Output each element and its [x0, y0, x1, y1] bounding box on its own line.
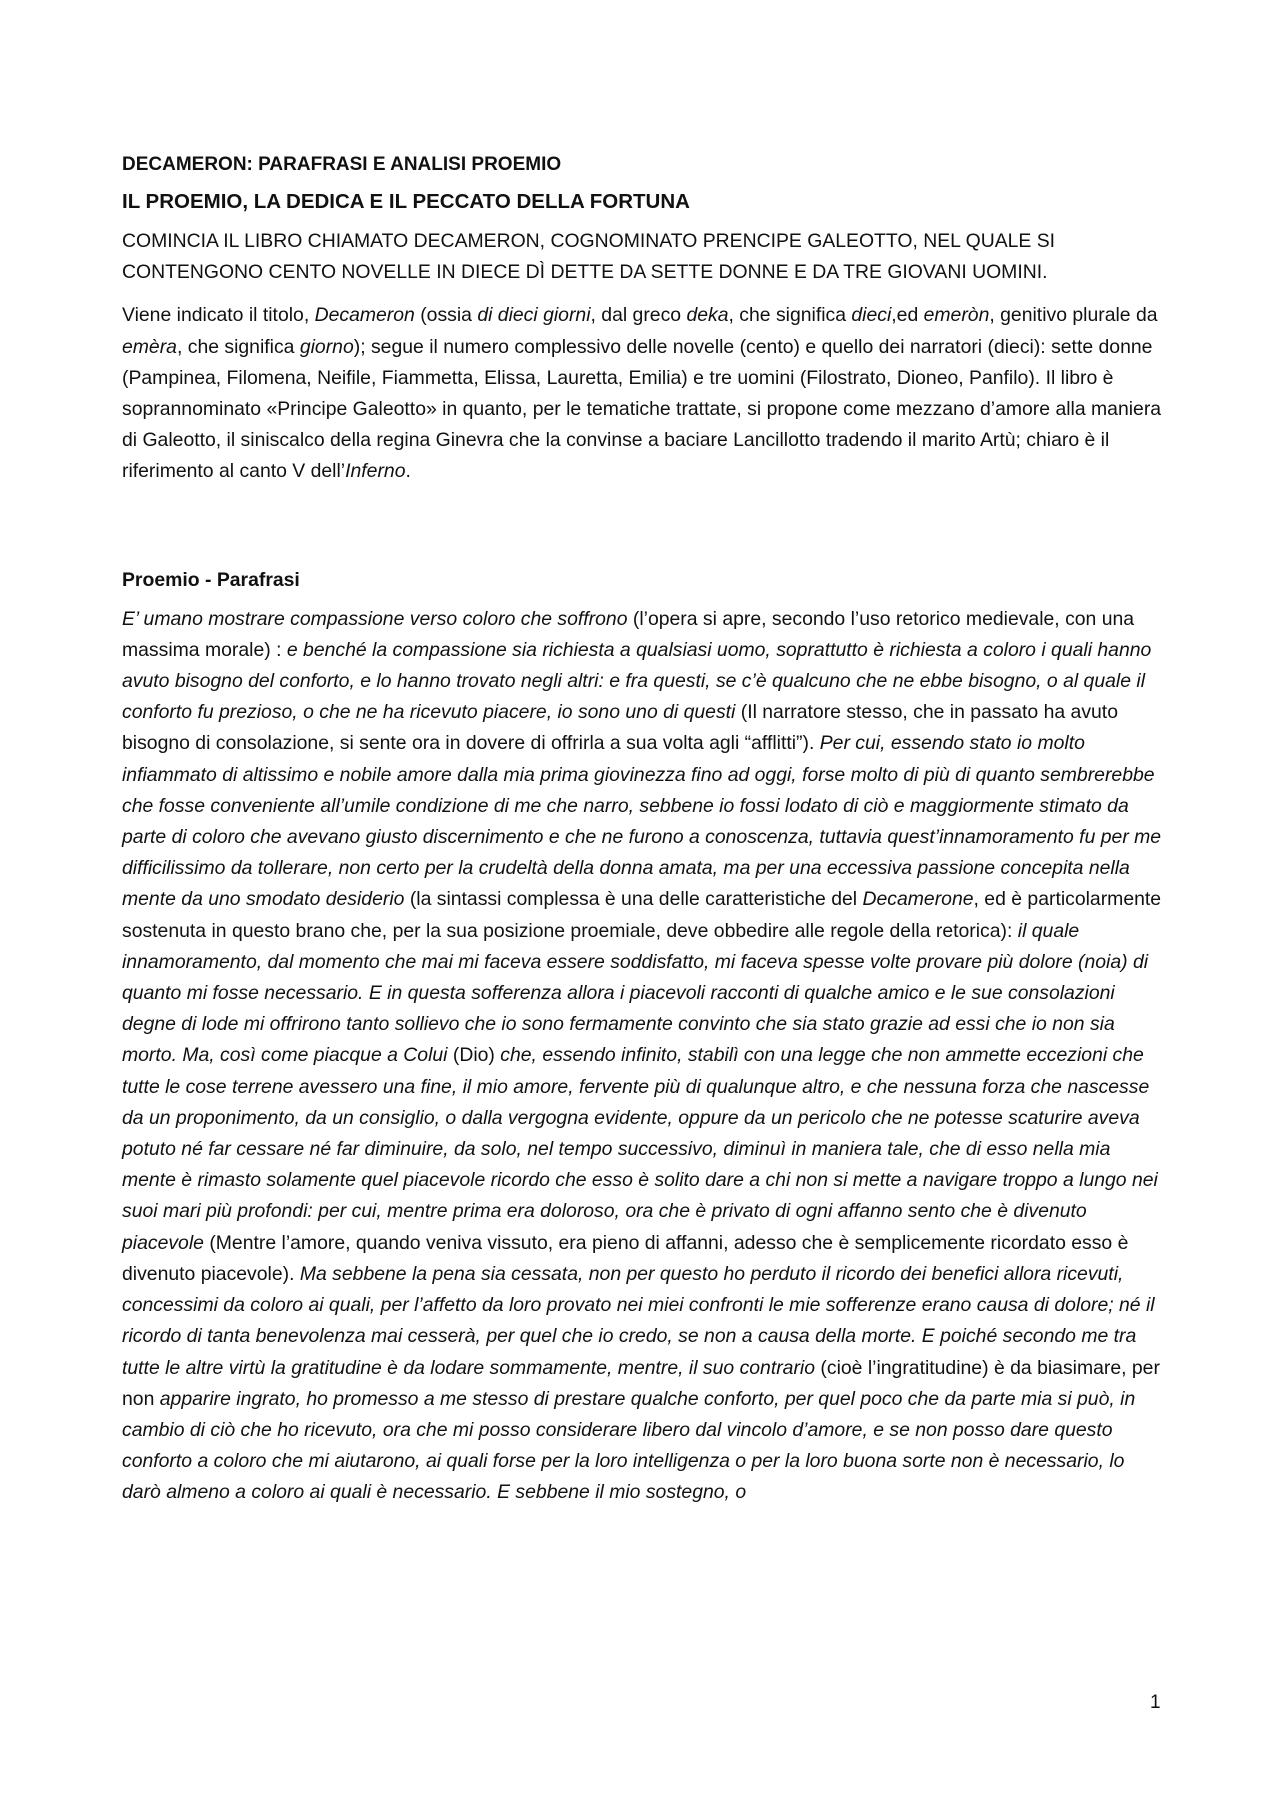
document-subtitle: IL PROEMIO, LA DEDICA E IL PECCATO DELLA FORTUNA: [122, 190, 690, 213]
intro-run: ,ed: [891, 304, 924, 327]
parafrasi-run: Ma sebbene la pena sia cessata, non per questo ho perduto il ricordo dei benefici allora ricevuti, concessimi da coloro ai quali, per l’affetto da loro provato nei miei confronti le mie sofferenze erano causa di dolore; né il ricordo di tanta benevolenza mai cesserà, per quel che io credo, se non a causa della morte. E poiché secondo me tra tutte le altre virtù la gratitudine è da lodare sommamente, mentre, il suo contrario: [122, 1262, 1155, 1379]
intro-run: di dieci giorni: [477, 304, 591, 327]
document-title: DECAMERON: PARAFRASI E ANALISI PROEMIO: [122, 154, 562, 175]
intro-run: (ossia: [414, 304, 478, 327]
intro-paragraph: [122, 300, 1162, 487]
section-heading: Proemio - Parafrasi: [122, 568, 300, 591]
parafrasi-run: Per cui, essendo stato io molto infiammato di altissimo e nobile amore dalla mia prima giovinezza fino ad oggi, forse molto di più di quanto sembrerebbe che fosse conveniente all’umile condizione di me che narro, sebbene io fossi lodato di ciò e maggiormente stimato da parte di coloro che avevano giusto discernimento e che ne furono a conoscenza, tuttavia quest’innamoramento fu per me difficilissimo da tollerare, non certo per la crudeltà della donna amata, ma per una eccessiva passione concepita nella mente da uno smodato desiderio: [122, 732, 1162, 911]
parafrasi-run: (Dio): [447, 1044, 501, 1067]
parafrasi-run: (cioè l’ingratitudine) è da biasimare, per non: [122, 1356, 1160, 1410]
parafrasi-run: , ed è particolarmente sostenuta in questo brano che, per la sua posizione proemiale, deve obbedire alle regole della retorica):: [122, 888, 1162, 942]
parafrasi-run: e benché la compassione sia richiesta a qualsiasi uomo, soprattutto è richiesta a coloro i quali hanno avuto bisogno del conforto, e lo hanno trovato negli altri: e fra questi, se c’è qualcuno che ne ebbe bisogno, o al quale il conforto fu prezioso, o che ne ha ricevuto piacere, io sono uno di questi: [122, 638, 1152, 724]
parafrasi-run: il quale innamoramento, dal momento che mai mi faceva essere soddisfatto, mi faceva spesse volte provare più dolore (noia) di quanto mi fosse necessario. E in questa sofferenza allora i piacevoli racconti di qualche amico e le sue consolazioni degne di lode mi offrirono tanto sollievo che io sono fermamente convinto che sia stato grazie ad essi che io non sia morto. Ma, così come piacque a Colui: [122, 919, 1149, 1067]
incipit-paragraph: COMINCIA IL LIBRO CHIAMATO DECAMERON, COGNOMINATO PRENCIPE GALEOTTO, NEL QUALE SI CONTENGONO CENTO NOVELLE IN DIECE DÌ DETTE DA SETTE DONNE E DA TRE GIOVANI UOMINI.: [122, 230, 1056, 284]
parafrasi-run: apparire ingrato, ho promesso a me stesso di prestare qualche conforto, per quel poco che da parte mia si può, in cambio di ciò che ho ricevuto, ora che mi posso considerare libero dal vincolo d’amore, e se non posso dare questo conforto a coloro che mi aiutarono, ai quali forse per la loro intelligenza o per la loro buona sorte non è necessario, lo darò almeno a coloro ai quali è necessario. E sebbene il mio sostegno, o: [122, 1387, 1136, 1504]
intro-run: emeròn: [923, 304, 990, 327]
intro-run: Inferno: [345, 460, 406, 483]
document-page: [122, 152, 1162, 1521]
intro-run: , genitivo plurale da: [989, 304, 1158, 327]
parafrasi-run: che, essendo infinito, stabilì con una legge che non ammette eccezioni che tutte le cose terrene avessero una fine, il mio amore, fervente più di qualunque altro, e che nessuna forza che nascesse da un proponimento, da un consiglio, o dalla vergogna evidente, oppure da un pericolo che ne potesse scaturire aveva potuto né far cessare né far diminuire, da solo, nel tempo successivo, diminuì in maniera tale, che di esso nella mia mente è rimasto solamente quel piacevole ricordo che esso è solito dare a chi non si mette a navigare troppo a lungo nei suoi mari più profondi: per cui, mentre prima era doloroso, ora che è privato di ogni affanno sento che è divenuto piacevole: [122, 1044, 1158, 1254]
parafrasi-run: (l’opera si apre, secondo l’uso retorico medievale, con una massima morale) :: [122, 607, 1135, 661]
intro-run: .: [405, 460, 411, 483]
parafrasi-run: (Il narratore stesso, che in passato ha avuto bisogno di consolazione, si sente ora in dovere di offrirla a sua volta agli “afflitti”).: [122, 701, 1118, 755]
parafrasi-run: Decamerone: [862, 888, 974, 911]
intro-run: dieci: [851, 304, 892, 327]
intro-run: Viene indicato il titolo,: [122, 304, 315, 327]
intro-run: emèra: [122, 335, 177, 358]
intro-run: , che significa: [176, 335, 300, 358]
intro-run: ); segue il numero complessivo delle novelle (cento) e quello dei narratori (dieci): sette donne (Pampinea, Filomena, Neifile, Fiammetta, Elissa, Lauretta, Emilia) e tre uomini (Filostrato, Dioneo, Panfilo). Il libro è soprannominato «Principe Galeotto» in quanto, per le tematiche trattate, si propone come mezzano d’amore alla maniera di Galeotto, il siniscalco della regina Ginevra che la convinse a baciare Lancillotto tradendo il marito Artù; chiaro è il riferimento al canto V dell’: [122, 335, 1162, 483]
intro-run: giorno: [299, 335, 354, 358]
intro-run: deka: [686, 304, 729, 327]
intro-run: , che significa: [728, 304, 852, 327]
parafrasi-run: (Mentre l’amore, quando veniva vissuto, era pieno di affanni, adesso che è semplicemente ricordato esso è divenuto piacevole).: [122, 1231, 1129, 1285]
intro-run: , dal greco: [590, 304, 687, 327]
parafrasi-paragraph: [122, 604, 1162, 1509]
page-number: 1: [1150, 1692, 1161, 1713]
parafrasi-run: E’ umano mostrare compassione verso coloro che soffrono: [122, 607, 628, 630]
parafrasi-run: (la sintassi complessa è una delle caratteristiche del: [404, 888, 863, 911]
intro-run: Decameron: [314, 304, 415, 327]
